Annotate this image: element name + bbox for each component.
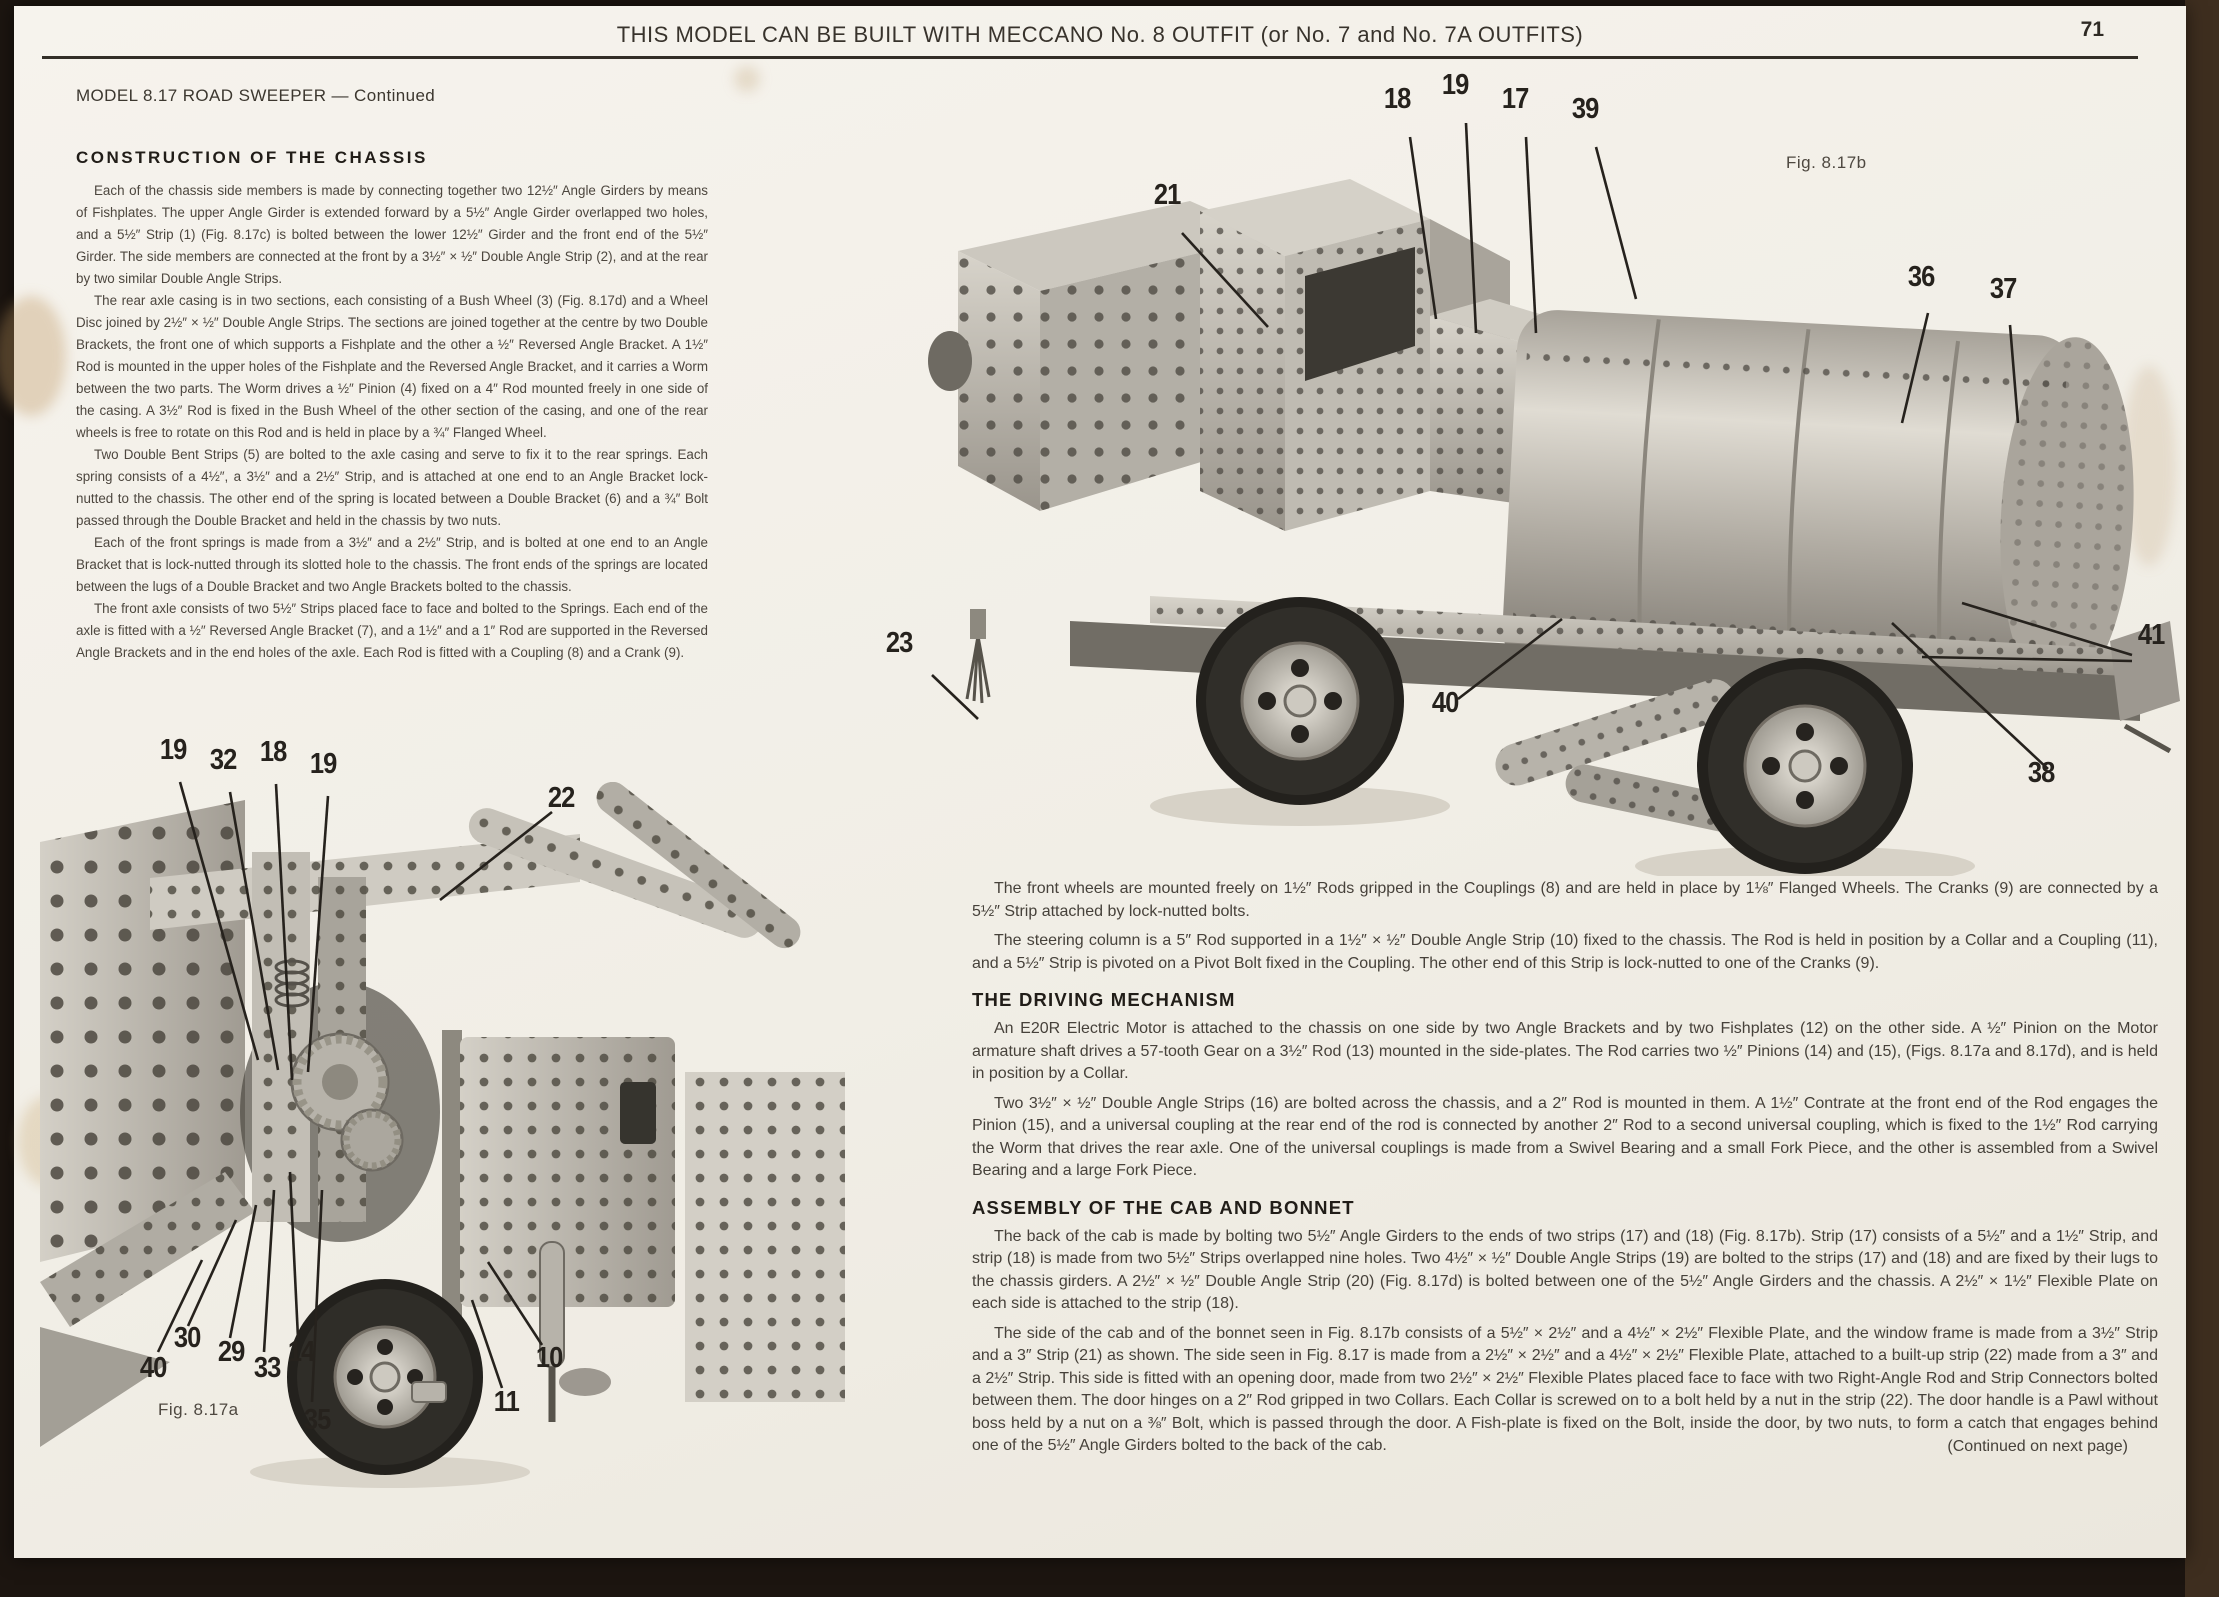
page-header-title: THIS MODEL CAN BE BUILT WITH MECCANO No. 8 OUTFIT (or No. 7 and No. 7A OUTFITS) [616, 22, 1584, 47]
callout-37: 37 [1989, 273, 2017, 305]
callout-19: 19 [1441, 69, 1469, 101]
rear-wheel [1697, 658, 1913, 874]
paragraph: The front axle consists of two 5½″ Strips placed face to face and bolted to the Springs. Each end of the axle is fitted with a ½″ Reversed Angle Bracket (7), and a 1½″ and a 1″ Rod are supported in the Reversed Angle Brackets and in the end holes of the axle. Each Rod is fitted with a Coupling (8) and a Crank (9). [76, 601, 708, 660]
section-heading-cab-bonnet: ASSEMBLY OF THE CAB AND BONNET [972, 1196, 1355, 1218]
paragraph: Each of the front springs is made from a 3½″ and a 2½″ Strip, and is bolted at one end to an Angle Bracket that is lock-nutted through its slotted hole to the chassis. The front ends of the springs are located between the lugs of a Double Bracket and two Angle Brackets bolted to the chassis. [76, 535, 708, 594]
paragraph: The rear axle casing is in two sections, each consisting of a Bush Wheel (3) (Fig. 8.17d) and a Wheel Disc joined by 2½″ × ½″ Double Angle Strips. The sections are joined together at the centre by two Double Brackets, the front one of which supports a Fishplate and the other a ½″ Reversed Angle Bracket. A 1½″ Rod is mounted in the upper holes of the Fishplate and the Reversed Angle Bracket, and it carries a Worm between the two parts. The Worm drives a ½″ Pinion (4) fixed on a 4″ Rod mounted freely in one side of the casing. A 3½″ Rod is fixed in the Bush Wheel of the other section of the casing, and one of the rear wheels is free to rotate on this Rod and is held in place by a ¾″ Flanged Wheel. [76, 293, 708, 440]
section-heading-construction: CONSTRUCTION OF THE CHASSIS [76, 148, 428, 167]
paragraph: The back of the cab is made by bolting two 5½″ Angle Girders to the ends of two strips (17) and (18) (Fig. 8.17b). Strip (17) consists of a 5½″ and a 1½″ Strip, and strip (18) is made from two 5½″ Strips overlapped nine holes. Two 4½″ × ½″ Double Angle Strips (19) are bolted to the strips (17) and (18) and are fixed by their lugs to the chassis girders. A 2½″ × ½″ Double Angle Strip (20) (Fig. 8.17d) is bolted between one of the 5½″ Angle Girders and the chassis. A 2½″ × 1½″ Flexible Plate on each side is attached to the strip (18). [972, 1227, 2158, 1312]
callout-30: 30 [173, 1322, 201, 1354]
paragraph: The side of the cab and of the bonnet seen in Fig. 8.17b consists of a 5½″ × 2½″ and a 4½″ × 2½″ Flexible Plate, and the window frame is made from a 3½″ Strip and a 3″ Strip (21) as shown. The side seen in Fig. 8.17 is made from a 2½″ × 2½″ and a 4½″ × 2½″ Flexible Plate, attached to a built-up strip (22) made from a 3″ and a 2½″ Strip. This side is fitted with an opening door, made from two 2½″ × 2½″ Flexible Plates placed face to face with two Right-Angle Rod and Strip Connectors bolted between them. The door hinges on a 2″ Rod gripped in two Collars. Each Collar is screwed on to a bolt held by a nut in the strip (22). The door handle is a Pawl without boss held by a nut on a ⅜″ Bolt, which is passed through the door. A Fish-plate is fixed on the Bolt, inside the door, by two nuts, to form a catch that engages behind one of the 5½″ Angle Girders bolted to the back of the cab. [972, 1324, 2158, 1454]
manual-page [14, 6, 2186, 1558]
paragraph: The steering column is a 5″ Rod supported in a 1½″ × ½″ Double Angle Strip (10) fixed to the chassis. The Rod is held in position by a Collar and a Coupling (11), and a 5½″ Strip is pivoted on a Pivot Bolt fixed in the Coupling. The other end of this Strip is lock-nutted to one of the Cranks (9). [972, 932, 2158, 972]
figure-8-17b [870, 61, 2190, 876]
callout-41: 41 [2137, 619, 2165, 651]
figure-8-17b-label: Fig. 8.17b [1786, 153, 1867, 172]
callout-21: 21 [1153, 179, 1181, 211]
callout-19b: 19 [309, 748, 337, 780]
callout-40: 40 [139, 1352, 167, 1384]
lower-right-text [972, 878, 2158, 1465]
paragraph: Two Double Bent Strips (5) are bolted to the axle casing and serve to fix it to the rear springs. Each spring consists of a 4½″, a 3½″ and a 2½″ Strip, and is attached at one end to an Angle Bracket lock-nutted to the chassis. The other end of the spring is located between a Double Bracket (6) and a ¾″ Bolt passed through the Double Bracket and held in the chassis by two nuts. [76, 447, 708, 528]
section-heading-driving-mechanism: THE DRIVING MECHANISM [972, 989, 1236, 1010]
callout-22: 22 [547, 782, 575, 814]
callout-19: 19 [159, 734, 187, 766]
paragraph: Each of the chassis side members is made by connecting together two 12½″ Angle Girders by means of Fishplates. The upper Angle Girder is extended forward by a 5½″ Angle Girder overlapped two holes, and a 5½″ Strip (1) (Fig. 8.17c) is bolted between the lower 12½″ Girder and the front end of the 5½″ Girder. The side members are connected at the front by a 3½″ × ½″ Double Angle Strip (2), and at the rear by two similar Double Angle Strips. [76, 183, 708, 286]
page-number: 71 [2080, 18, 2104, 41]
scan-edge [2185, 0, 2219, 1597]
callout-40: 40 [1431, 687, 1459, 719]
header-rule [42, 56, 2138, 59]
callout-23: 23 [885, 627, 913, 659]
paper-stain [0, 296, 66, 416]
callout-11: 11 [493, 1386, 519, 1418]
model-title: MODEL 8.17 ROAD SWEEPER — Continued [76, 86, 436, 105]
wheel [287, 1279, 483, 1475]
paragraph: An E20R Electric Motor is attached to the chassis on one side by two Angle Brackets and by two Fishplates (12) on the other side. A ½″ Pinion on the Motor armature shaft drives a 57-tooth Gear on a 3½″ Rod (13) mounted in the side-plates. The Rod carries two ½″ Pinions (14) and (15), (Figs. 8.17a and 8.17d), and is held in position by a Collar. [972, 1020, 2158, 1082]
callout-17: 17 [1501, 83, 1529, 115]
figure-8-17a [40, 700, 850, 1500]
figure-8-17a-photo [40, 782, 850, 1497]
construction-section [76, 148, 708, 664]
continued-note: (Continued on next page) [1947, 1437, 2128, 1455]
callout-18: 18 [259, 736, 287, 768]
figure-8-17b-photo [870, 61, 2190, 876]
paper-stain [734, 66, 760, 92]
callout-36: 36 [1907, 261, 1935, 293]
callout-14: 14 [287, 1336, 315, 1368]
callout-10: 10 [535, 1342, 563, 1374]
paragraph: Two 3½″ × ½″ Double Angle Strips (16) are bolted across the chassis, and a 2″ Rod is mounted in them. A 1½″ Contrate at the front end of the Rod engages the Pinion (15), and a universal coupling at the rear end of the rod is connected by another 2″ Rod to a second universal coupling, which is fixed to the 1½″ Rod carrying the Worm that drives the rear axle. One of the universal couplings is made from a Swivel Bearing and a small Fork Piece, and the other is assembled from a Swivel Bearing and a large Fork Piece. [972, 1094, 2158, 1179]
callout-38: 38 [2027, 757, 2055, 789]
front-wheel [1196, 597, 1404, 805]
callout-29: 29 [217, 1336, 245, 1368]
callout-39: 39 [1571, 93, 1599, 125]
figure-8-17a-label: Fig. 8.17a [158, 1400, 239, 1419]
callout-33: 33 [253, 1352, 281, 1384]
callout-35: 35 [303, 1404, 331, 1436]
callout-18: 18 [1383, 83, 1411, 115]
callout-32: 32 [209, 744, 237, 776]
paragraph: The front wheels are mounted freely on 1½″ Rods gripped in the Couplings (8) and are held in place by 1⅛″ Flanged Wheels. The Cranks (9) are connected by a 5½″ Strip attached by lock-nutted bolts. [972, 880, 2158, 920]
